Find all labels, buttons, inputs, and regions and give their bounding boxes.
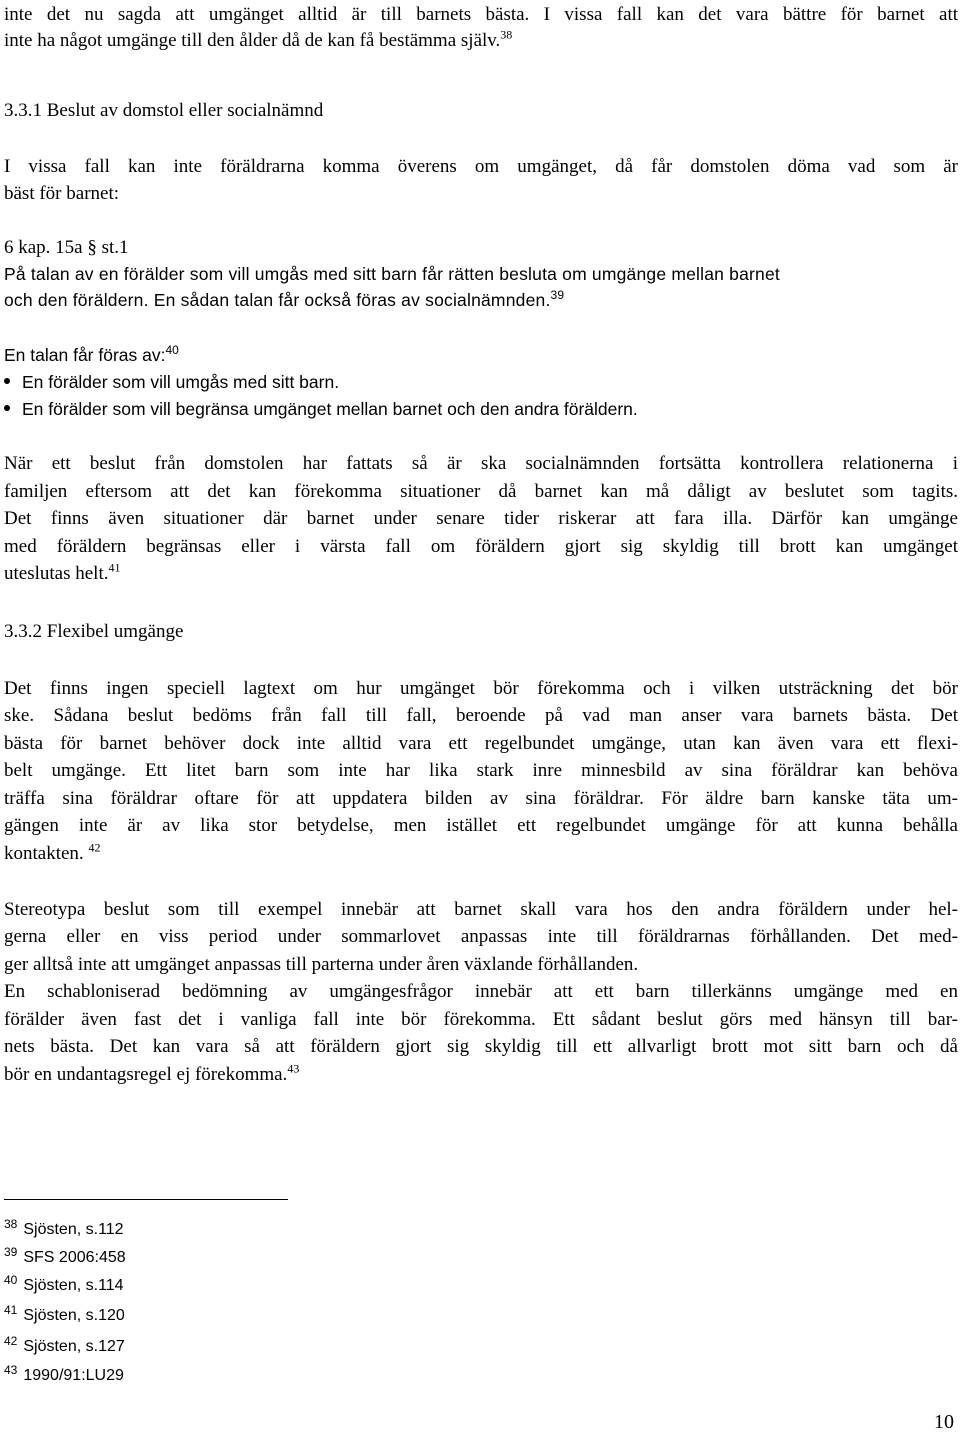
footnote (4, 1362, 124, 1386)
footnote-divider (4, 1199, 288, 1200)
footnote-ref: 39 (550, 288, 565, 303)
paragraph-line: inte det nu sagda att umgänget alltid är till barnets bästa. I vissa fall kan det vara bättre för barnet att (4, 4, 958, 25)
footnote (4, 1216, 124, 1240)
paragraph-line: När ett beslut från domstolen har fattats så är ska socialnämnden fortsätta kontrollera relationerna i (4, 453, 958, 474)
paragraph-text: kontakten. (4, 843, 84, 864)
footnote-text: Sjösten, s.114 (23, 1277, 124, 1294)
paragraph-text: bör en undantagsregel ej förekomma. (4, 1064, 288, 1085)
paragraph-line: Det finns ingen speciell lagtext om hur umgänget bör förekomma och i vilken utsträckning det bör (4, 678, 958, 699)
paragraph-line: gerna eller en viss period under sommarlovet anpassas inte till föräldrarnas förhållanden. Det med- (4, 926, 958, 947)
law-reference: 6 kap. 15a § st.1 (4, 237, 129, 258)
bullet-icon (4, 405, 10, 411)
paragraph-line (4, 1062, 299, 1088)
footnote-ref: 38 (500, 27, 513, 42)
list-item (4, 396, 638, 422)
footnote-number: 39 (4, 1244, 18, 1259)
paragraph-line: En schabloniserad bedömning av umgängesfrågor innebär att ett barn tillerkänns umgänge med en (4, 981, 958, 1002)
paragraph-text: uteslutas helt. (4, 563, 109, 584)
paragraph-line: I vissa fall kan inte föräldrarna komma överens om umgänget, då får domstolen döma vad som är (4, 156, 958, 177)
paragraph-line: ske. Sådana beslut bedöms från fall till fall, beroende på vad man anser vara barnets bästa. Det (4, 705, 958, 726)
list-item (4, 369, 339, 395)
paragraph-line: bäst för barnet: (4, 183, 120, 204)
footnote (4, 1272, 124, 1296)
paragraph-line (4, 841, 100, 867)
bullet-icon (4, 378, 10, 384)
list-item-text: En förälder som vill begränsa umgänget mellan barnet och den andra föräldern. (22, 399, 638, 419)
footnote-ref: 40 (165, 343, 179, 358)
paragraph-line: Stereotypa beslut som till exempel innebär att barnet skall vara hos den andra föräldern under hel- (4, 899, 958, 920)
paragraph-line (4, 28, 512, 54)
footnote-text: Sjösten, s.112 (23, 1221, 124, 1238)
footnote-text: 1990/91:LU29 (23, 1367, 124, 1384)
footnote-ref: 43 (287, 1061, 300, 1076)
section-heading: 3.3.2 Flexibel umgänge (4, 621, 184, 642)
paragraph-text: inte ha något umgänge till den ålder då de kan få bestämma själv. (4, 30, 501, 51)
paragraph-line: familjen eftersom att det kan förekomma situationer då barnet kan må dåligt av beslutet som tagits. (4, 481, 958, 502)
footnote (4, 1244, 126, 1268)
law-quote-line: På talan av en förälder som vill umgås med sitt barn får rätten besluta om umgänge mellan barnet (4, 264, 780, 284)
footnote-text: SFS 2006:458 (23, 1249, 126, 1266)
footnote-number: 40 (4, 1272, 18, 1287)
law-quote-line (4, 287, 564, 313)
law-quote-text: och den föräldern. En sådan talan får också föras av socialnämnden. (4, 290, 551, 310)
list-intro-text: En talan får föras av: (4, 345, 166, 365)
section-heading: 3.3.1 Beslut av domstol eller socialnämnd (4, 100, 324, 121)
page-number: 10 (934, 1411, 954, 1433)
paragraph-line: förälder även fast det i vanliga fall inte bör förekomma. Ett sådant beslut görs med hänsyn till bar- (4, 1009, 958, 1030)
paragraph-line: belt umgänge. Ett litet barn som inte har lika stark inre minnesbild av sina föräldrar kan behöva (4, 760, 958, 781)
footnote-text: Sjösten, s.120 (23, 1307, 125, 1324)
footnote-text: Sjösten, s.127 (23, 1338, 125, 1355)
footnote-number: 43 (4, 1362, 18, 1377)
footnote-ref: 42 (88, 840, 101, 855)
paragraph-line: med föräldern begränsas eller i värsta fall om föräldern gjort sig skyldig till brott kan umgänget (4, 536, 958, 557)
footnote (4, 1302, 125, 1326)
footnote-number: 42 (4, 1333, 18, 1348)
footnote-number: 41 (4, 1302, 18, 1317)
list-item-text: En förälder som vill umgås med sitt barn. (22, 372, 340, 392)
list-intro (4, 342, 179, 368)
paragraph-line: Det finns även situationer där barnet under senare tider riskerar att fara illa. Därför kan umgänge (4, 508, 958, 529)
paragraph-line: bästa för barnet behöver dock inte alltid vara ett regelbundet umgänge, utan kan även vara ett flexi- (4, 733, 958, 754)
paragraph-line (4, 561, 120, 587)
paragraph-line: nets bästa. Det kan vara så att föräldern gjort sig skyldig till ett allvarligt brott mot sitt barn och då (4, 1036, 958, 1057)
footnote-number: 38 (4, 1216, 18, 1231)
footnote-ref: 41 (108, 560, 121, 575)
paragraph-line: träffa sina föräldrar oftare för att uppdatera bilden av sina föräldrar. För äldre barn kanske täta um- (4, 788, 958, 809)
paragraph-line: gängen inte är av lika stor betydelse, men istället ett regelbundet umgänge för att kunna behålla (4, 815, 958, 836)
footnote (4, 1333, 125, 1357)
paragraph-line: ger alltså inte att umgänget anpassas till parterna under åren växlande förhållanden. (4, 954, 639, 975)
